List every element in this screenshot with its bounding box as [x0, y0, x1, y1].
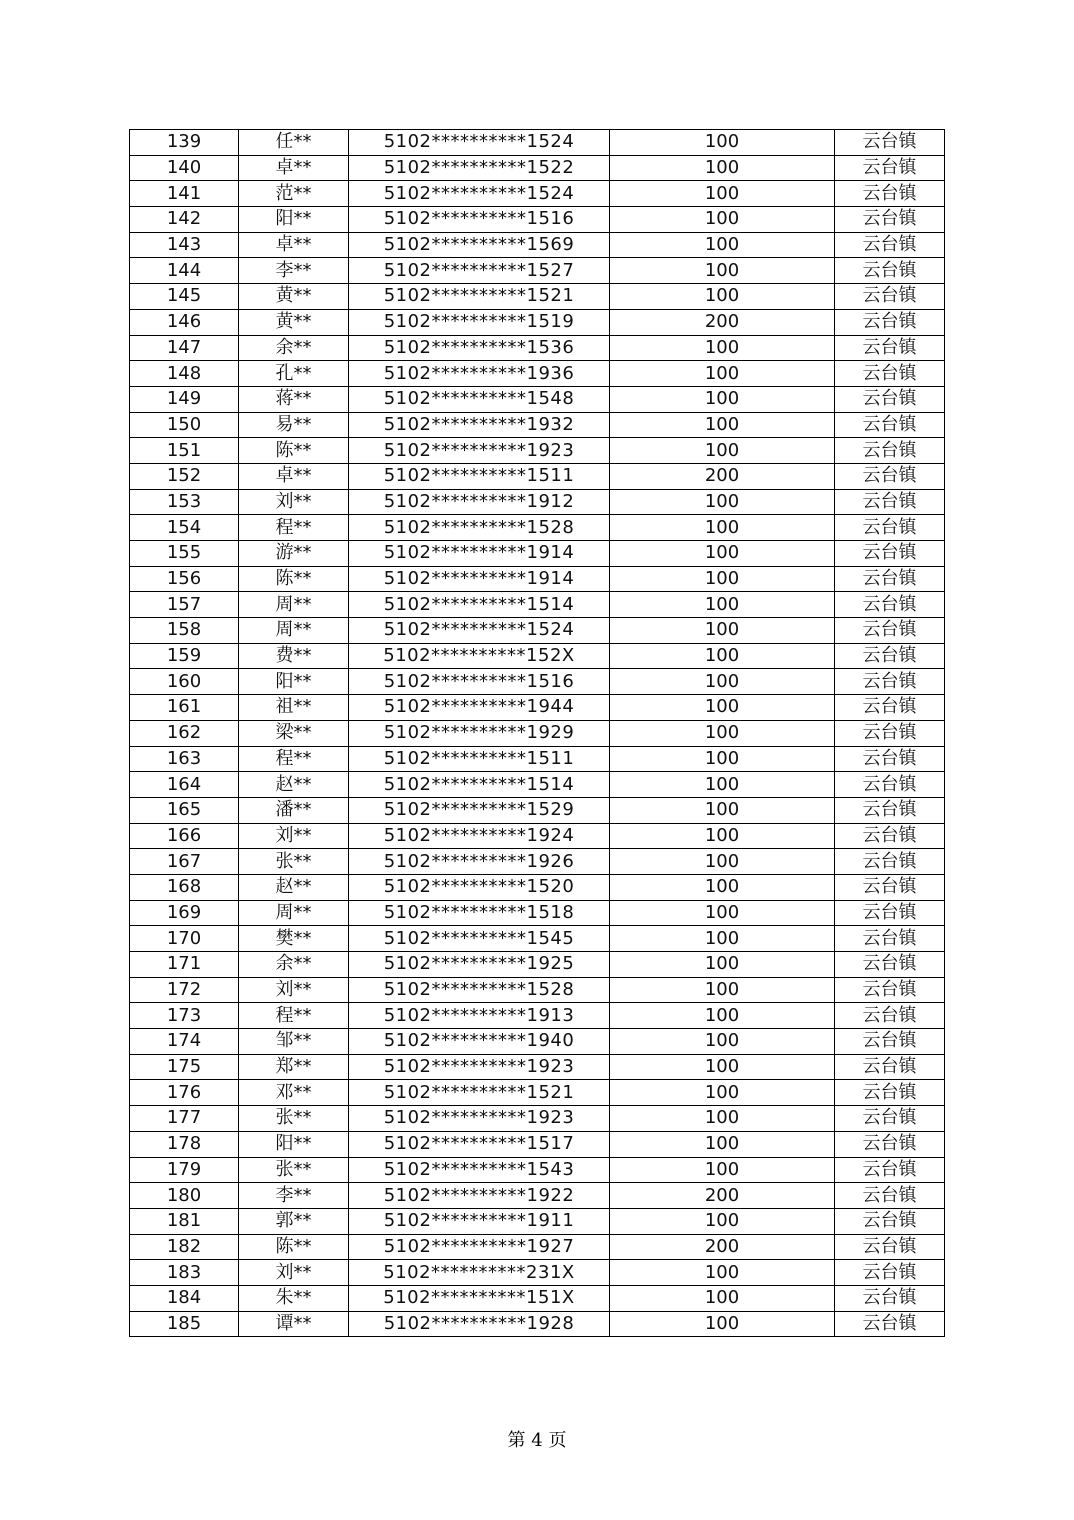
amount-cell: 200	[610, 1234, 835, 1260]
town-cell: 云台镇	[835, 977, 945, 1003]
table-row	[130, 874, 945, 900]
amount-cell: 100	[610, 541, 835, 567]
town-cell: 云台镇	[835, 746, 945, 772]
amount-cell: 100	[610, 1285, 835, 1311]
amount-cell: 100	[610, 335, 835, 361]
id-number-cell: 5102**********1925	[349, 952, 610, 978]
town-cell: 云台镇	[835, 412, 945, 438]
table-row	[130, 412, 945, 438]
id-number-cell: 5102**********1519	[349, 309, 610, 335]
row-number-cell: 153	[130, 489, 239, 515]
table-row	[130, 566, 945, 592]
town-cell: 云台镇	[835, 438, 945, 464]
amount-cell: 100	[610, 874, 835, 900]
amount-cell: 100	[610, 695, 835, 721]
amount-cell: 100	[610, 207, 835, 233]
name-cell: 易**	[239, 412, 349, 438]
id-number-cell: 5102**********231X	[349, 1260, 610, 1286]
town-cell: 云台镇	[835, 335, 945, 361]
name-cell: 刘**	[239, 977, 349, 1003]
row-number-cell: 147	[130, 335, 239, 361]
name-cell: 刘**	[239, 1260, 349, 1286]
amount-cell: 100	[610, 566, 835, 592]
roster-table	[129, 129, 945, 1337]
row-number-cell: 179	[130, 1157, 239, 1183]
id-number-cell: 5102**********1914	[349, 566, 610, 592]
id-number-cell: 5102**********1944	[349, 695, 610, 721]
row-number-cell: 169	[130, 900, 239, 926]
town-cell: 云台镇	[835, 1157, 945, 1183]
row-number-cell: 174	[130, 1029, 239, 1055]
name-cell: 陈**	[239, 1234, 349, 1260]
town-cell: 云台镇	[835, 952, 945, 978]
town-cell: 云台镇	[835, 1260, 945, 1286]
row-number-cell: 140	[130, 155, 239, 181]
name-cell: 赵**	[239, 772, 349, 798]
name-cell: 范**	[239, 181, 349, 207]
town-cell: 云台镇	[835, 361, 945, 387]
row-number-cell: 159	[130, 643, 239, 669]
table-row	[130, 1080, 945, 1106]
amount-cell: 100	[610, 181, 835, 207]
row-number-cell: 163	[130, 746, 239, 772]
table-row	[130, 720, 945, 746]
name-cell: 阳**	[239, 669, 349, 695]
amount-cell: 100	[610, 1106, 835, 1132]
amount-cell: 200	[610, 309, 835, 335]
row-number-cell: 170	[130, 926, 239, 952]
table-row	[130, 1311, 945, 1337]
row-number-cell: 157	[130, 592, 239, 618]
town-cell: 云台镇	[835, 849, 945, 875]
table-row	[130, 1157, 945, 1183]
id-number-cell: 5102**********1524	[349, 181, 610, 207]
row-number-cell: 168	[130, 874, 239, 900]
amount-cell: 100	[610, 669, 835, 695]
town-cell: 云台镇	[835, 874, 945, 900]
table-row	[130, 258, 945, 284]
amount-cell: 100	[610, 1029, 835, 1055]
table-row	[130, 155, 945, 181]
row-number-cell: 172	[130, 977, 239, 1003]
name-cell: 祖**	[239, 695, 349, 721]
id-number-cell: 5102**********1522	[349, 155, 610, 181]
town-cell: 云台镇	[835, 566, 945, 592]
id-number-cell: 5102**********152X	[349, 643, 610, 669]
row-number-cell: 158	[130, 618, 239, 644]
town-cell: 云台镇	[835, 1311, 945, 1337]
table-row	[130, 284, 945, 310]
name-cell: 阳**	[239, 1131, 349, 1157]
table-row	[130, 618, 945, 644]
row-number-cell: 151	[130, 438, 239, 464]
town-cell: 云台镇	[835, 772, 945, 798]
amount-cell: 100	[610, 1003, 835, 1029]
name-cell: 赵**	[239, 874, 349, 900]
id-number-cell: 5102**********1545	[349, 926, 610, 952]
row-number-cell: 139	[130, 130, 239, 156]
amount-cell: 100	[610, 1208, 835, 1234]
row-number-cell: 150	[130, 412, 239, 438]
town-cell: 云台镇	[835, 1234, 945, 1260]
table-row	[130, 207, 945, 233]
table-row	[130, 669, 945, 695]
row-number-cell: 185	[130, 1311, 239, 1337]
town-cell: 云台镇	[835, 515, 945, 541]
table-row	[130, 489, 945, 515]
town-cell: 云台镇	[835, 181, 945, 207]
id-number-cell: 5102**********1922	[349, 1183, 610, 1209]
amount-cell: 100	[610, 823, 835, 849]
id-number-cell: 5102**********1518	[349, 900, 610, 926]
table-row	[130, 438, 945, 464]
id-number-cell: 5102**********1936	[349, 361, 610, 387]
amount-cell: 100	[610, 515, 835, 541]
id-number-cell: 5102**********1511	[349, 746, 610, 772]
id-number-cell: 5102**********1514	[349, 772, 610, 798]
amount-cell: 200	[610, 463, 835, 489]
table-row	[130, 232, 945, 258]
row-number-cell: 154	[130, 515, 239, 541]
amount-cell: 100	[610, 258, 835, 284]
amount-cell: 100	[610, 489, 835, 515]
amount-cell: 100	[610, 720, 835, 746]
row-number-cell: 173	[130, 1003, 239, 1029]
row-number-cell: 162	[130, 720, 239, 746]
town-cell: 云台镇	[835, 797, 945, 823]
amount-cell: 100	[610, 232, 835, 258]
id-number-cell: 5102**********1529	[349, 797, 610, 823]
id-number-cell: 5102**********1524	[349, 618, 610, 644]
amount-cell: 100	[610, 155, 835, 181]
id-number-cell: 5102**********1929	[349, 720, 610, 746]
amount-cell: 100	[610, 797, 835, 823]
row-number-cell: 167	[130, 849, 239, 875]
amount-cell: 100	[610, 977, 835, 1003]
table-row	[130, 643, 945, 669]
table-row	[130, 335, 945, 361]
table-row	[130, 1260, 945, 1286]
town-cell: 云台镇	[835, 1080, 945, 1106]
amount-cell: 100	[610, 900, 835, 926]
row-number-cell: 180	[130, 1183, 239, 1209]
row-number-cell: 176	[130, 1080, 239, 1106]
amount-cell: 100	[610, 1054, 835, 1080]
name-cell: 郭**	[239, 1208, 349, 1234]
amount-cell: 100	[610, 1080, 835, 1106]
table-row	[130, 463, 945, 489]
town-cell: 云台镇	[835, 643, 945, 669]
row-number-cell: 177	[130, 1106, 239, 1132]
row-number-cell: 184	[130, 1285, 239, 1311]
name-cell: 李**	[239, 1183, 349, 1209]
name-cell: 张**	[239, 1106, 349, 1132]
town-cell: 云台镇	[835, 1285, 945, 1311]
amount-cell: 100	[610, 952, 835, 978]
amount-cell: 100	[610, 849, 835, 875]
row-number-cell: 145	[130, 284, 239, 310]
town-cell: 云台镇	[835, 1054, 945, 1080]
row-number-cell: 166	[130, 823, 239, 849]
row-number-cell: 181	[130, 1208, 239, 1234]
table-row	[130, 1131, 945, 1157]
table-row	[130, 386, 945, 412]
name-cell: 卓**	[239, 463, 349, 489]
table-row	[130, 977, 945, 1003]
table-row	[130, 1208, 945, 1234]
amount-cell: 100	[610, 643, 835, 669]
name-cell: 卓**	[239, 232, 349, 258]
table-row	[130, 797, 945, 823]
id-number-cell: 5102**********1912	[349, 489, 610, 515]
name-cell: 黄**	[239, 309, 349, 335]
name-cell: 卓**	[239, 155, 349, 181]
row-number-cell: 142	[130, 207, 239, 233]
name-cell: 程**	[239, 515, 349, 541]
id-number-cell: 5102**********1521	[349, 284, 610, 310]
name-cell: 张**	[239, 1157, 349, 1183]
table-row	[130, 515, 945, 541]
amount-cell: 200	[610, 1183, 835, 1209]
name-cell: 黄**	[239, 284, 349, 310]
amount-cell: 100	[610, 1260, 835, 1286]
name-cell: 孔**	[239, 361, 349, 387]
name-cell: 费**	[239, 643, 349, 669]
town-cell: 云台镇	[835, 386, 945, 412]
name-cell: 游**	[239, 541, 349, 567]
name-cell: 周**	[239, 592, 349, 618]
town-cell: 云台镇	[835, 1183, 945, 1209]
id-number-cell: 5102**********1520	[349, 874, 610, 900]
name-cell: 潘**	[239, 797, 349, 823]
row-number-cell: 178	[130, 1131, 239, 1157]
id-number-cell: 5102**********1527	[349, 258, 610, 284]
amount-cell: 100	[610, 592, 835, 618]
id-number-cell: 5102**********1940	[349, 1029, 610, 1055]
row-number-cell: 155	[130, 541, 239, 567]
name-cell: 郑**	[239, 1054, 349, 1080]
row-number-cell: 160	[130, 669, 239, 695]
id-number-cell: 5102**********1524	[349, 130, 610, 156]
table-row	[130, 926, 945, 952]
table-row	[130, 1029, 945, 1055]
town-cell: 云台镇	[835, 695, 945, 721]
town-cell: 云台镇	[835, 669, 945, 695]
id-number-cell: 5102**********1923	[349, 1054, 610, 1080]
row-number-cell: 171	[130, 952, 239, 978]
row-number-cell: 144	[130, 258, 239, 284]
name-cell: 蒋**	[239, 386, 349, 412]
town-cell: 云台镇	[835, 207, 945, 233]
table-row	[130, 361, 945, 387]
row-number-cell: 164	[130, 772, 239, 798]
id-number-cell: 5102**********1516	[349, 207, 610, 233]
name-cell: 邹**	[239, 1029, 349, 1055]
id-number-cell: 5102**********1514	[349, 592, 610, 618]
id-number-cell: 5102**********1914	[349, 541, 610, 567]
amount-cell: 100	[610, 412, 835, 438]
town-cell: 云台镇	[835, 720, 945, 746]
name-cell: 陈**	[239, 438, 349, 464]
row-number-cell: 183	[130, 1260, 239, 1286]
roster-table-body	[130, 130, 945, 1337]
town-cell: 云台镇	[835, 232, 945, 258]
id-number-cell: 5102**********1548	[349, 386, 610, 412]
name-cell: 刘**	[239, 823, 349, 849]
table-row	[130, 592, 945, 618]
id-number-cell: 5102**********1536	[349, 335, 610, 361]
name-cell: 余**	[239, 335, 349, 361]
name-cell: 朱**	[239, 1285, 349, 1311]
id-number-cell: 5102**********1511	[349, 463, 610, 489]
town-cell: 云台镇	[835, 1106, 945, 1132]
town-cell: 云台镇	[835, 463, 945, 489]
id-number-cell: 5102**********1517	[349, 1131, 610, 1157]
amount-cell: 100	[610, 618, 835, 644]
name-cell: 邓**	[239, 1080, 349, 1106]
row-number-cell: 182	[130, 1234, 239, 1260]
id-number-cell: 5102**********1528	[349, 977, 610, 1003]
amount-cell: 100	[610, 386, 835, 412]
row-number-cell: 165	[130, 797, 239, 823]
amount-cell: 100	[610, 1131, 835, 1157]
amount-cell: 100	[610, 926, 835, 952]
town-cell: 云台镇	[835, 155, 945, 181]
town-cell: 云台镇	[835, 618, 945, 644]
table-row	[130, 1106, 945, 1132]
id-number-cell: 5102**********1923	[349, 1106, 610, 1132]
id-number-cell: 5102**********151X	[349, 1285, 610, 1311]
row-number-cell: 161	[130, 695, 239, 721]
table-row	[130, 541, 945, 567]
row-number-cell: 149	[130, 386, 239, 412]
row-number-cell: 141	[130, 181, 239, 207]
amount-cell: 100	[610, 130, 835, 156]
amount-cell: 100	[610, 361, 835, 387]
id-number-cell: 5102**********1528	[349, 515, 610, 541]
id-number-cell: 5102**********1926	[349, 849, 610, 875]
table-row	[130, 900, 945, 926]
amount-cell: 100	[610, 438, 835, 464]
town-cell: 云台镇	[835, 309, 945, 335]
town-cell: 云台镇	[835, 284, 945, 310]
row-number-cell: 146	[130, 309, 239, 335]
row-number-cell: 148	[130, 361, 239, 387]
name-cell: 周**	[239, 618, 349, 644]
id-number-cell: 5102**********1516	[349, 669, 610, 695]
id-number-cell: 5102**********1923	[349, 438, 610, 464]
name-cell: 阳**	[239, 207, 349, 233]
table-row	[130, 823, 945, 849]
table-row	[130, 746, 945, 772]
name-cell: 梁**	[239, 720, 349, 746]
amount-cell: 100	[610, 284, 835, 310]
name-cell: 张**	[239, 849, 349, 875]
id-number-cell: 5102**********1913	[349, 1003, 610, 1029]
amount-cell: 100	[610, 1311, 835, 1337]
town-cell: 云台镇	[835, 258, 945, 284]
amount-cell: 100	[610, 746, 835, 772]
id-number-cell: 5102**********1911	[349, 1208, 610, 1234]
town-cell: 云台镇	[835, 900, 945, 926]
town-cell: 云台镇	[835, 1003, 945, 1029]
town-cell: 云台镇	[835, 489, 945, 515]
town-cell: 云台镇	[835, 592, 945, 618]
table-row	[130, 849, 945, 875]
row-number-cell: 152	[130, 463, 239, 489]
id-number-cell: 5102**********1927	[349, 1234, 610, 1260]
table-row	[130, 1234, 945, 1260]
row-number-cell: 143	[130, 232, 239, 258]
row-number-cell: 156	[130, 566, 239, 592]
id-number-cell: 5102**********1928	[349, 1311, 610, 1337]
name-cell: 周**	[239, 900, 349, 926]
name-cell: 刘**	[239, 489, 349, 515]
name-cell: 余**	[239, 952, 349, 978]
table-row	[130, 952, 945, 978]
town-cell: 云台镇	[835, 1131, 945, 1157]
id-number-cell: 5102**********1924	[349, 823, 610, 849]
table-row	[130, 1054, 945, 1080]
row-number-cell: 175	[130, 1054, 239, 1080]
id-number-cell: 5102**********1932	[349, 412, 610, 438]
table-row	[130, 695, 945, 721]
table-row	[130, 772, 945, 798]
amount-cell: 100	[610, 772, 835, 798]
id-number-cell: 5102**********1543	[349, 1157, 610, 1183]
town-cell: 云台镇	[835, 823, 945, 849]
id-number-cell: 5102**********1569	[349, 232, 610, 258]
town-cell: 云台镇	[835, 130, 945, 156]
table-row	[130, 1285, 945, 1311]
name-cell: 程**	[239, 746, 349, 772]
name-cell: 李**	[239, 258, 349, 284]
table-row	[130, 181, 945, 207]
table-row	[130, 1003, 945, 1029]
town-cell: 云台镇	[835, 1208, 945, 1234]
table-row	[130, 1183, 945, 1209]
town-cell: 云台镇	[835, 926, 945, 952]
table-row	[130, 130, 945, 156]
town-cell: 云台镇	[835, 541, 945, 567]
name-cell: 任**	[239, 130, 349, 156]
page-number: 第 4 页	[507, 1430, 567, 1451]
id-number-cell: 5102**********1521	[349, 1080, 610, 1106]
name-cell: 谭**	[239, 1311, 349, 1337]
table-row	[130, 309, 945, 335]
name-cell: 程**	[239, 1003, 349, 1029]
name-cell: 樊**	[239, 926, 349, 952]
amount-cell: 100	[610, 1157, 835, 1183]
name-cell: 陈**	[239, 566, 349, 592]
town-cell: 云台镇	[835, 1029, 945, 1055]
